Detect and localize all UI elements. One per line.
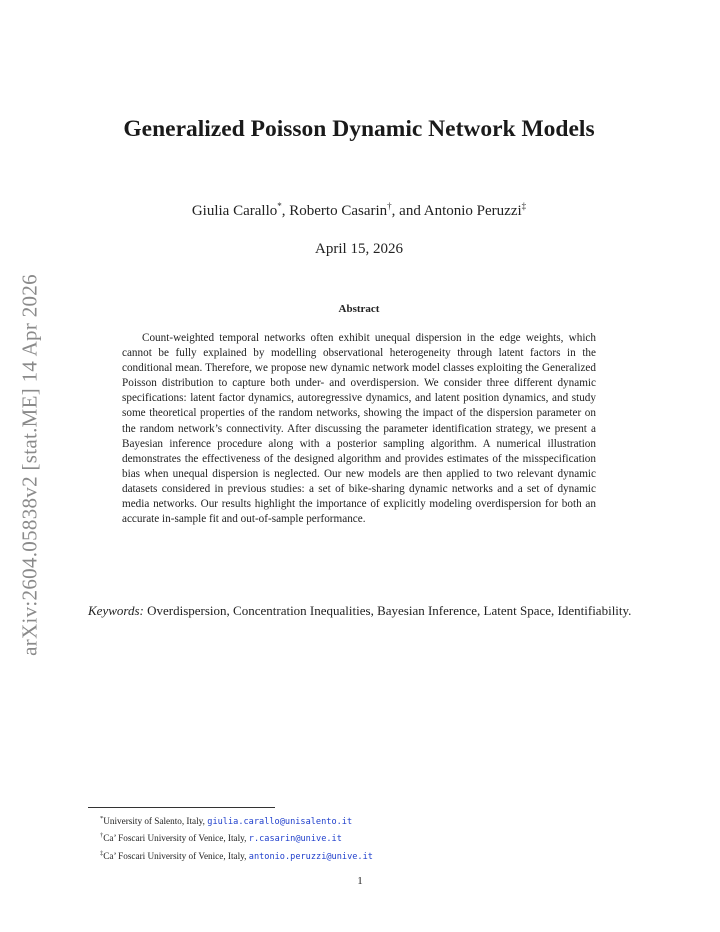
author-separator: , and [391,203,424,219]
page-number: 1 [357,875,363,887]
author-footnote-mark[interactable]: ‡ [521,201,527,211]
email-link[interactable]: antonio.peruzzi@unive.it [248,852,373,862]
footnote-mark: ‡ [100,849,104,857]
keywords-list: Overdispersion, Concentration Inequalities, Bayesian Inference, Latent Space, Identifiability. [147,603,632,618]
abstract-heading: Abstract [338,303,380,315]
keywords [88,602,633,619]
email-link[interactable]: giulia.carallo@unisalento.it [207,817,353,828]
footnote-affiliation: University of Salento, Italy, [103,816,208,827]
author-name: Antonio Peruzzi [423,203,522,219]
paper-title: Generalized Poisson Dynamic Network Models [123,116,595,142]
footnotes [100,812,600,864]
keywords-label: Keywords: [88,603,144,618]
author-list [100,201,618,220]
footnote-mark: † [100,832,104,840]
footnote-item [100,847,600,864]
footnote-mark: * [100,815,104,822]
arxiv-identifier-stamp: arXiv:2604.05838v2 [stat.ME] 14 Apr 2026 [17,274,42,656]
email-link[interactable]: r.casarin@unive.it [248,834,342,845]
footnote-divider [88,807,275,808]
author-footnote-mark[interactable]: † [387,201,392,211]
footnote-affiliation: Ca’ Foscari University of Venice, Italy, [103,851,249,861]
publication-date: April 15, 2026 [315,241,403,257]
author-name: Giulia Carallo [191,203,278,219]
abstract-text: Count-weighted temporal networks often exhibit unequal dispersion in the edge weights, which cannot be fully explained by modelling observational heterogeneity through latent factors in the conditional mean. Therefore, we propose new dynamic network model classes exploiting the Generalized Poisson distribution to capture both under- and overdispersion. We consider three different dynamic specifications: latent factor dynamics, autoregressive dynamics, and latent position dynamics, and study some theoretical properties of the random networks, showing the impact of the dispersion parameter on the random network’s connectivity. After discussing the parameter identification strategy, we present a Bayesian inference procedure along with a posterior sampling algorithm. A numerical illustration demonstrates the effectiveness of the designed algorithm and provides estimates of the misspecification bias when unequal dispersion is neglected. Our new models are then applied to two relevant dynamic datasets considered in previous studies: a set of bike-sharing dynamic networks and a set of dynamic media networks. Our results highlight the importance of explicitly modeling overdispersion for both an accurate in-sample fit and out-of-sample performance. [122,332,596,526]
author-name: Roberto Casarin [289,203,388,219]
author-separator: , [281,203,290,219]
footnote-item [100,812,600,829]
footnote-affiliation: Ca’ Foscari University of Venice, Italy, [103,833,249,844]
author-footnote-mark[interactable]: * [277,201,282,211]
footnote-item [100,829,600,846]
